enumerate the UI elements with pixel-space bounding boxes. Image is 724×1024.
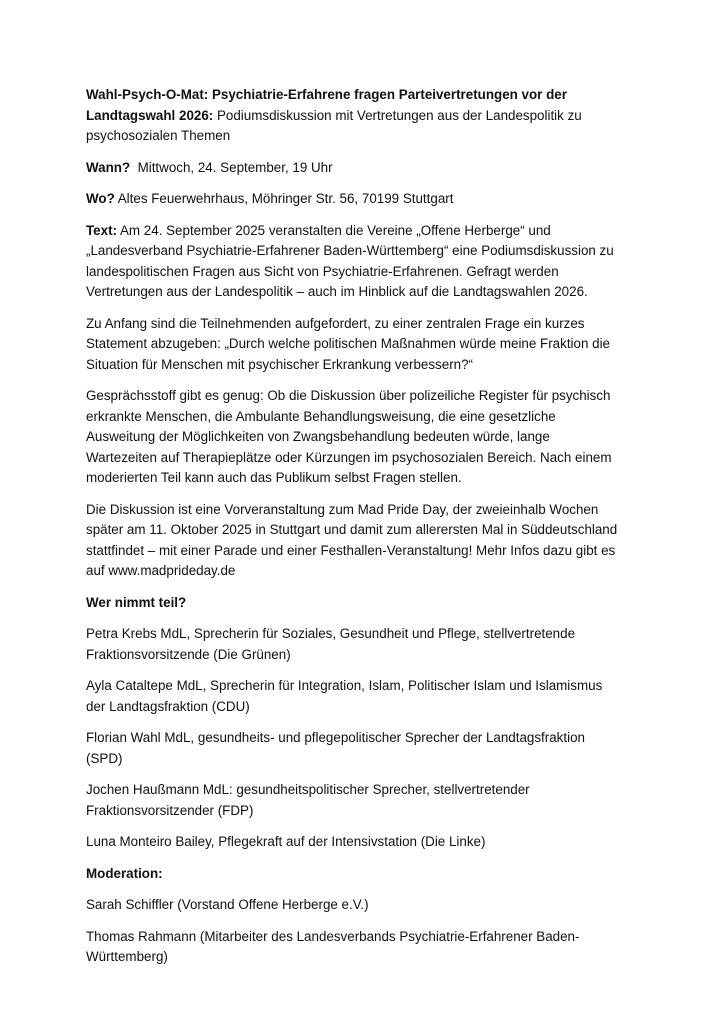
text-paragraph-1	[86, 221, 624, 303]
moderator-item: Sarah Schiffler (Vorstand Offene Herberge e.V.)	[86, 897, 369, 912]
moderation-heading	[86, 864, 624, 885]
where-line	[86, 189, 624, 210]
participant-item: Luna Monteiro Bailey, Pflegekraft auf der Intensivstation (Die Linke)	[86, 834, 486, 849]
participants-heading	[86, 593, 624, 614]
text-paragraph-2: Zu Anfang sind die Teilnehmenden aufgefordert, zu einer zentralen Frage ein kurzes Statement abzugeben: „Durch welche politischen Maßnahmen würde meine Fraktion die Situation für Menschen mit psychischer Erkrankung verbessern?“	[86, 315, 611, 372]
when-value: Mittwoch, 24. September, 19 Uhr	[130, 159, 333, 175]
participants-heading-text: Wer nimmt teil?	[86, 594, 187, 610]
participant-item: Ayla Cataltepe MdL, Sprecherin für Integration, Islam, Politischer Islam und Islamismus der Landtagsfraktion (CDU)	[86, 678, 603, 714]
document-title	[86, 85, 624, 147]
participant-item: Jochen Haußmann MdL: gesundheitspolitischer Sprecher, stellvertretender Fraktionsvorsitzender (FDP)	[86, 782, 530, 818]
text-paragraph-4: Die Diskussion ist eine Vorveranstaltung zum Mad Pride Day, der zweieinhalb Wochen später am 11. Oktober 2025 in Stuttgart und damit zum allerersten Mal in Süddeutschland stattfindet – mit einer Parade und einer Festhallen-Veranstaltung! Mehr Infos dazu gibt es auf www.madprideday.de	[86, 501, 618, 578]
text-paragraph-3: Gesprächsstoff gibt es genug: Ob die Diskussion über polizeiliche Register für psychisch erkrankte Menschen, die Ambulante Behandlungsweisung, die eine gesetzliche Ausweitung der Möglichkeiten von Zwangsbehandlung bedeuten würde, lange Wartezeiten auf Therapieplätze oder Kürzungen im psychosozialen Bereich. Nach einem moderierten Teil kann auch das Publikum selbst Fragen stellen.	[86, 388, 612, 485]
title-subtitle: Podiumsdiskussion mit Vertretungen aus der Landespolitik zu psychosozialen Themen	[86, 107, 582, 143]
title-bold: Wahl-Psych-O-Mat: Psychiatrie-Erfahrene fragen Parteivertretungen vor der Landtagswahl 2026:	[86, 87, 567, 123]
moderation-heading-text: Moderation:	[86, 865, 163, 881]
when-label: Wann?	[86, 159, 131, 175]
moderator-item: Thomas Rahmann (Mitarbeiter des Landesverbands Psychiatrie-Erfahrener Baden-Württemberg)	[86, 928, 580, 964]
text-p1: Am 24. September 2025 veranstalten die Vereine „Offene Herberge“ und „Landesverband Psychiatrie-Erfahrener Baden-Württemberg“ eine Podiumsdiskussion zu landespolitischen Fragen aus Sicht von Psychiatrie-Erfahrenen. Gefragt werden Vertretungen aus der Landespolitik – auch im Hinblick auf die Landtagswahlen 2026.	[86, 222, 614, 299]
where-value: Altes Feuerwehrhaus, Möhringer Str. 56, 70199 Stuttgart	[114, 191, 454, 206]
when-line	[86, 158, 624, 179]
where-label: Wo?	[86, 191, 115, 206]
text-label: Text:	[86, 222, 117, 238]
participant-item: Petra Krebs MdL, Sprecherin für Soziales, Gesundheit und Pflege, stellvertretende Fraktionsvorsitzende (Die Grünen)	[86, 626, 576, 662]
participant-item: Florian Wahl MdL, gesundheits- und pflegepolitischer Sprecher der Landtagsfraktion (SPD)	[86, 730, 585, 766]
